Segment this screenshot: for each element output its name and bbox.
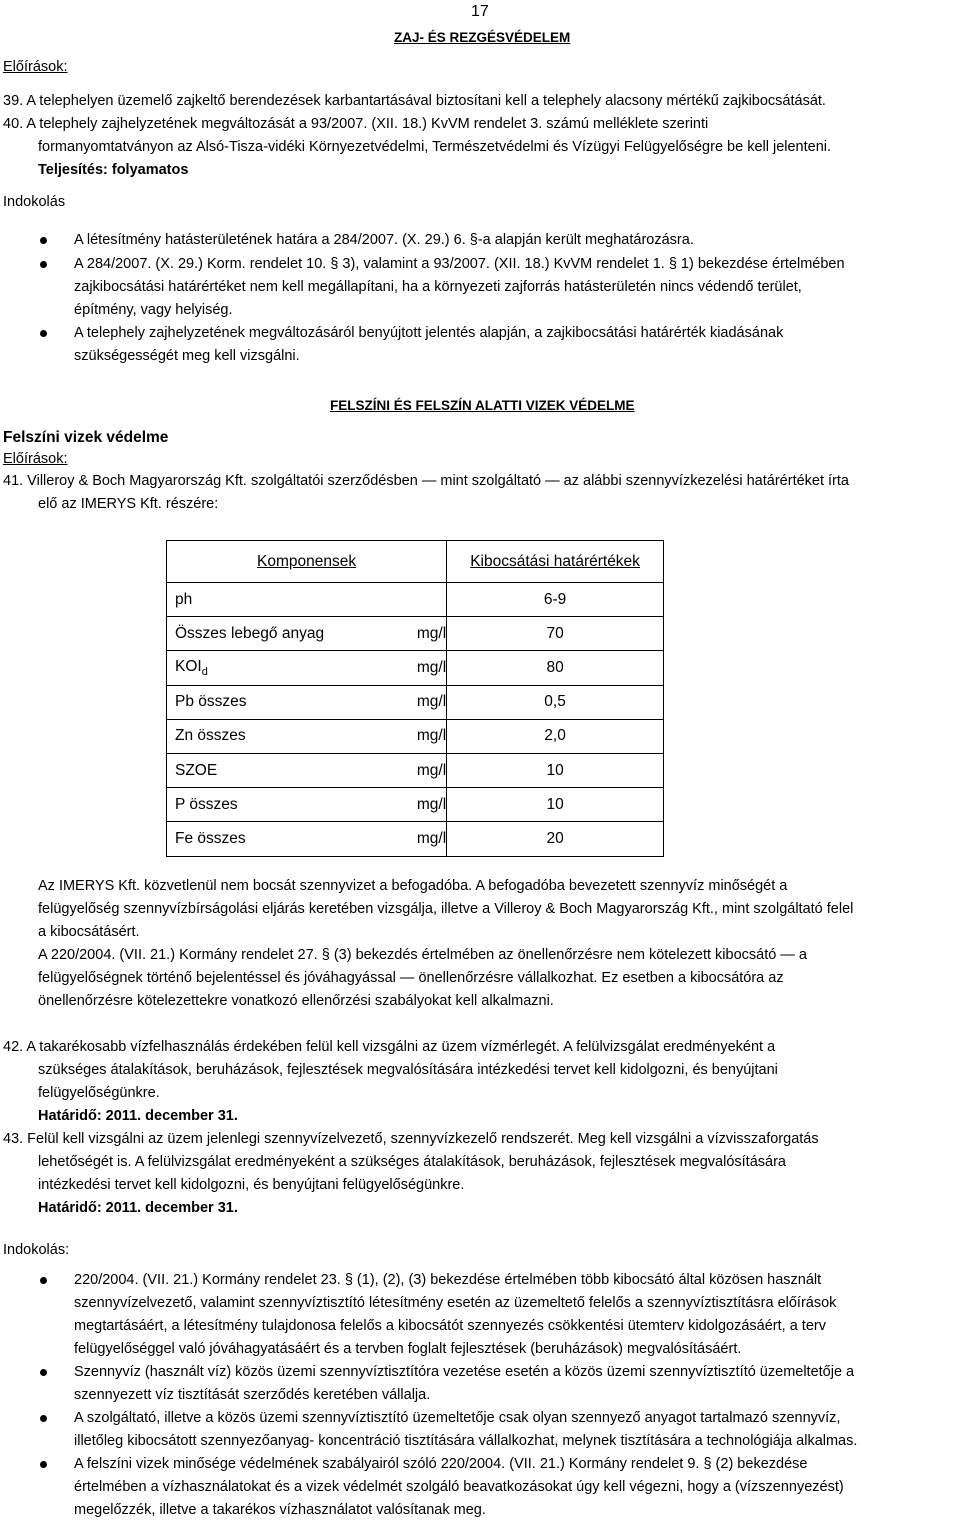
- item-39: 39. A telephelyen üzemelő zajkeltő berendezések karbantartásával biztosítani kell a telephely alacsony mértékű zajkibocsátását.: [3, 93, 826, 109]
- noise-bullet-line: A telephely zajhelyzetének megváltozásáról benyújtott jelentés alapján, a zajkibocsátási határérték kiadásának: [74, 325, 784, 341]
- water-bullet-line: szennyvízelvezető, valamint szennyvíztisztító létesítmény esetén az üzemeltető felelős a szennyvíztisztításra előírások: [74, 1295, 837, 1311]
- item-43-line: lehetőségét is. A felülvizsgálat eredményeként a szükséges átalakítások, beruházások, fejlesztések megvalósítására: [38, 1154, 786, 1170]
- item-43-line: intézkedési tervet kell kidolgozni, és benyújtani felügyelőségünkre.: [38, 1177, 465, 1193]
- table-row: [167, 719, 664, 753]
- noise-bullet-line: szükségességét meg kell vizsgálni.: [74, 348, 300, 364]
- component-unit: mg/l: [417, 617, 447, 651]
- component-limit-value: 10: [447, 788, 664, 822]
- water-section-title: FELSZÍNI ÉS FELSZÍN ALATTI VIZEK VÉDELME: [330, 398, 635, 413]
- water-bullet-line: megtartásáért, a létesítmény tulajdonosa felelős a kibocsátót szennyezés csökkentési ütemterv kidolgozásáért, a terv: [74, 1318, 826, 1334]
- water-bullet-line: megelőzzék, illetve a takarékos vízhasználatot valósítanak meg.: [74, 1502, 486, 1518]
- hatarido-43: Határidő: 2011. december 31.: [38, 1200, 238, 1216]
- component-name: Zn összes: [167, 719, 417, 753]
- table-row: [167, 822, 664, 856]
- item-42-line: 42. A takarékosabb vízfelhasználás érdekében felül kell vizsgálni az üzem vízmérlegét. A felülvizsgálat eredményeként a: [3, 1039, 776, 1055]
- para-line: Az IMERYS Kft. közvetlenül nem bocsát szennyvizet a befogadóba. A befogadóba bevezetett szennyvíz minőségét a: [38, 878, 788, 894]
- component-limit-value: 2,0: [447, 719, 664, 753]
- water-bullet-line: értelmében a vízhasználatokat és a vizek védelmét szolgáló beavatkozásokat úgy kell végezni, hogy a (vízszennyezést): [74, 1479, 844, 1495]
- noise-bullet-line: építmény, vagy helyiség.: [74, 302, 233, 318]
- noise-bullet-line: A létesítmény hatásterületének határa a 284/2007. (X. 29.) 6. §-a alapján került meghatározásra.: [74, 232, 694, 248]
- component-limit-value: 20: [447, 822, 664, 856]
- col-limits-header: Kibocsátási határértékek: [447, 541, 664, 583]
- item-40-line: 40. A telephely zajhelyzetének megváltozását a 93/2007. (XII. 18.) KvVM rendelet 3. számú melléklete szerinti: [3, 116, 709, 132]
- component-name: $KOI_d$: [167, 651, 417, 685]
- indokolas-label: Indokolás: [3, 194, 66, 210]
- item-42-line: szükséges átalakítások, beruházások, fejlesztések megvalósítására intézkedési tervet kell kidolgozni, és benyújtani: [38, 1062, 778, 1078]
- bullet-icon: [40, 261, 47, 268]
- water-bullet-line: szennyezett víz tisztítását szerződés keretében vállalja.: [74, 1387, 431, 1403]
- component-name: Pb összes: [167, 685, 417, 719]
- col-components-header: Komponensek: [167, 541, 447, 583]
- component-unit: mg/l: [417, 719, 447, 753]
- bullet-icon: [40, 1277, 47, 1284]
- table-row: [167, 685, 664, 719]
- component-limit-value: 70: [447, 617, 664, 651]
- noise-bullet-line: A 284/2007. (X. 29.) Korm. rendelet 10. § 3), valamint a 93/2007. (XII. 18.) KvVM rendelet 1. § 1) bekezdése értelmében: [74, 256, 845, 272]
- noise-bullet-line: zajkibocsátási határértéket nem kell megállapítani, ha a környezeti zajforrás hatásterületén nincs védendő terület,: [74, 279, 802, 295]
- component-name: Összes lebegő anyag: [167, 617, 417, 651]
- water-bullet-line: 220/2004. (VII. 21.) Kormány rendelet 23. § (1), (2), (3) bekezdése értelmében több kibocsátó által közösen használt: [74, 1272, 822, 1288]
- page-number: 17: [471, 3, 489, 20]
- para-line: felügyelőségnek történő bejelentéssel és jóváhagyással — önellenőrzésre vállalkozhat. Ez esetben a kibocsátóra az: [38, 970, 784, 986]
- teljesites: Teljesítés: folyamatos: [38, 162, 189, 178]
- component-unit: [417, 583, 447, 617]
- item-41-line: elő az IMERYS Kft. részére:: [38, 496, 219, 512]
- item-42-line: felügyelőségünkre.: [38, 1085, 160, 1101]
- component-unit: mg/l: [417, 753, 447, 787]
- noise-section-title: ZAJ- ÉS REZGÉSVÉDELEM: [394, 30, 571, 45]
- item-41-line: 41. Villeroy & Boch Magyarország Kft. szolgáltatói szerződésben — mint szolgáltató — az alábbi szennyvízkezelési határértéket írta: [3, 473, 849, 489]
- water-indokolas-label: Indokolás:: [3, 1242, 70, 1258]
- water-eloirasok-label: Előírások:: [3, 451, 68, 467]
- water-subheading: Felszíni vizek védelme: [3, 429, 169, 446]
- bullet-icon: [40, 237, 47, 244]
- water-bullet-line: A szolgáltató, illetve a közös üzemi szennyvíztisztító üzemeltetője csak olyan szennyező anyagot tartalmazó szennyvíz,: [74, 1410, 841, 1426]
- component-name: P összes: [167, 788, 417, 822]
- component-limit-value: 80: [447, 651, 664, 685]
- bullet-icon: [40, 1369, 47, 1376]
- component-limit-value: 0,5: [447, 685, 664, 719]
- para-line: a kibocsátásért.: [38, 924, 140, 940]
- water-bullet-line: A felszíni vizek minősége védelmének szabályairól szóló 220/2004. (VII. 21.) Kormány rendelet 9. § (2) bekezdése: [74, 1456, 808, 1472]
- water-bullet-line: Szennyvíz (használt víz) közös üzemi szennyvíztisztítóra vezetése esetén a közös üzemi szennyvíztisztító üzemeltetője a: [74, 1364, 855, 1380]
- component-unit: mg/l: [417, 685, 447, 719]
- item-40-line: formanyomtatványon az Alsó-Tisza-vidéki Környezetvédelmi, Természetvédelmi és Vízügyi Felügyelőségre be kell jelenteni.: [38, 139, 832, 155]
- para-line: önellenőrzésre kötelezettekre vonatkozó ellenőrzési szabályokat kell alkalmazni.: [38, 993, 554, 1009]
- bullet-icon: [40, 1461, 47, 1468]
- table-row: [167, 651, 664, 685]
- component-limit-value: 6-9: [447, 583, 664, 617]
- component-unit: mg/l: [417, 788, 447, 822]
- table-row: [167, 583, 664, 617]
- water-bullet-line: illetőleg kibocsátott szennyezőanyag- koncentráció tisztítására vállalkozhat, melynek tisztítására a technológiája alkalmas.: [74, 1433, 858, 1449]
- component-limit-value: 10: [447, 753, 664, 787]
- component-name: ph: [167, 583, 417, 617]
- para-line: A 220/2004. (VII. 21.) Kormány rendelet 27. § (3) bekezdés értelmében az önellenőrzésre nem kötelezett kibocsátó — a: [38, 947, 807, 963]
- para-line: felügyelőség szennyvízbírságolási eljárás keretében vizsgálja, illetve a Villeroy & Boch Magyarország Kft., mint szolgáltató felel: [38, 901, 854, 917]
- bullet-icon: [40, 330, 47, 337]
- bullet-icon: [40, 1415, 47, 1422]
- table-row: [167, 788, 664, 822]
- component-name: SZOE: [167, 753, 417, 787]
- table-row: [167, 617, 664, 651]
- eloirasok-label: Előírások:: [3, 59, 68, 75]
- water-bullet-line: felügyelőséggel való jóváhagyatásáért és a tervben foglalt fejlesztések (beruházások) megvalósításáért.: [74, 1341, 742, 1357]
- component-name: Fe összes: [167, 822, 417, 856]
- emission-limits-table: [166, 540, 664, 857]
- table-row: [167, 753, 664, 787]
- item-43-line: 43. Felül kell vizsgálni az üzem jelenlegi szennyvízelvezető, szennyvízkezelő rendszerét. Meg kell vizsgálni a vízvisszaforgatás: [3, 1131, 819, 1147]
- component-unit: mg/l: [417, 822, 447, 856]
- table-header-row: [167, 541, 664, 583]
- hatarido-42: Határidő: 2011. december 31.: [38, 1108, 238, 1124]
- component-unit: mg/l: [417, 651, 447, 685]
